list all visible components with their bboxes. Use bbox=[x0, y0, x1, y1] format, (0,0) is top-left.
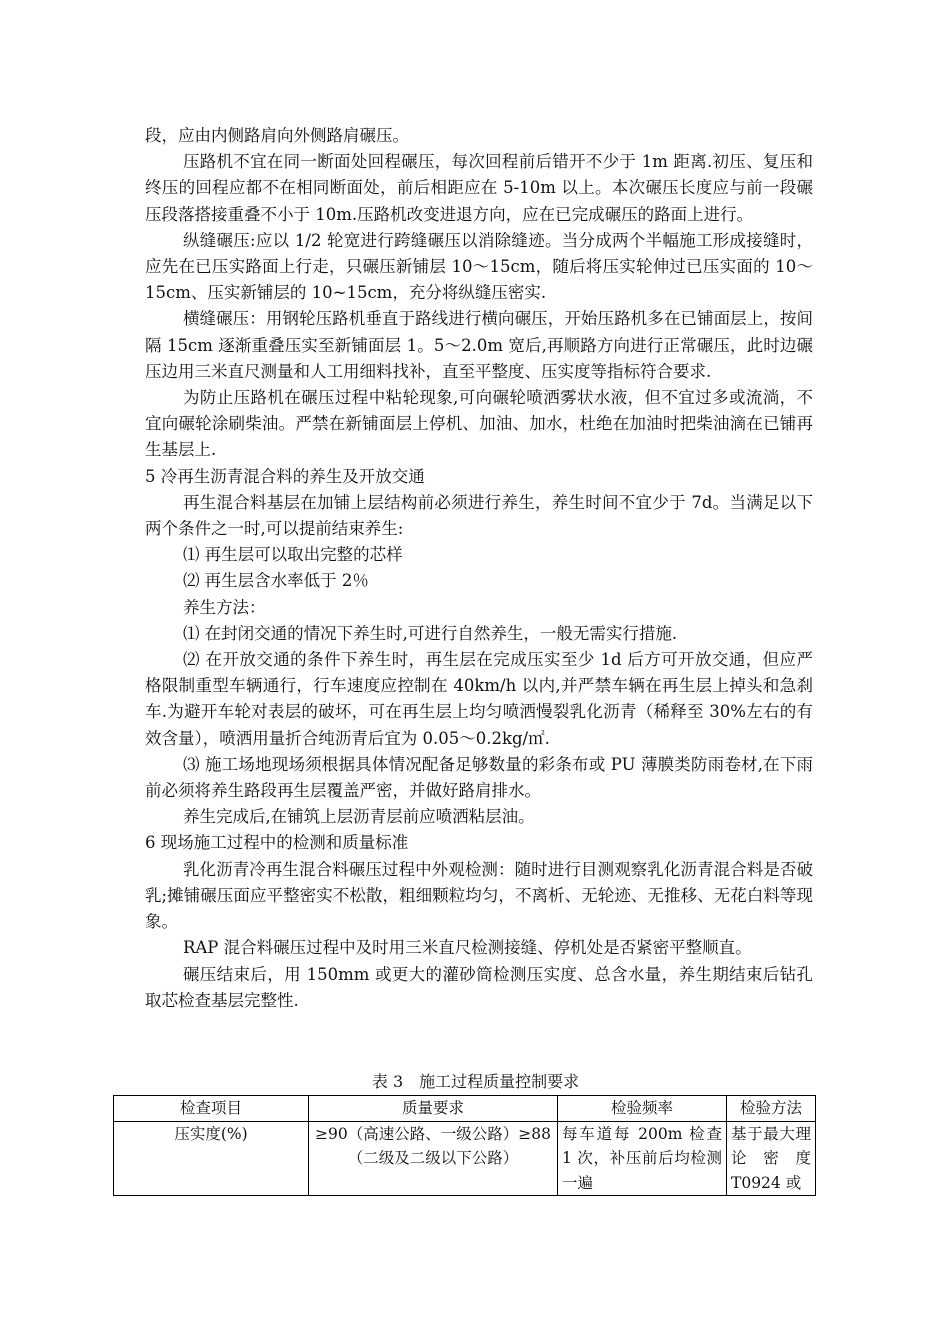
cell-quality-requirement: ≥90（高速公路、一级公路）≥88（二级及二级以下公路） bbox=[309, 1121, 558, 1196]
cell-inspection-frequency: 每车道每 200m 检查 1 次，补压前后均检测一遍 bbox=[558, 1121, 727, 1196]
cell-check-item: 压实度(%) bbox=[114, 1121, 309, 1196]
document-body bbox=[145, 123, 813, 1014]
paragraph: 碾压结束后，用 150mm 或更大的灌砂筒检测压实度、总含水量，养生期结束后钻孔取芯检查基层完整性. bbox=[145, 964, 813, 1010]
paragraph: 养生完成后,在铺筑上层沥青层前应喷洒粘层油。 bbox=[182, 807, 535, 827]
paragraph: 养生方法： bbox=[182, 597, 266, 617]
paragraph: 为防止压路机在碾压过程中粘轮现象,可向碾轮喷洒雾状水液，但不宜过多或流淌，不宜向碾轮涂刷柴油。严禁在新铺面层上停机、加油、加水，杜绝在加油时把柴油滴在已铺再生基层上. bbox=[145, 388, 813, 460]
paragraph: 压路机不宜在同一断面处回程碾压，每次回程前后错开不少于 1m 距离.初压、复压和终压的回程应都不在相同断面处，前后相距应在 5-10m 以上。本次碾压长度应与前一段碾压段落搭接重叠不小于 10m.压路机改变进退方向，应在已完成碾压的路面上进行。 bbox=[145, 152, 813, 224]
paragraph: ⑵ 再生层含水率低于 2％ bbox=[182, 571, 369, 591]
paragraph: 横缝碾压：用钢轮压路机垂直于路线进行横向碾压，开始压路机多在已铺面层上，按间隔 15cm 逐渐重叠压实至新铺面层 1。5～2.0m 宽后,再顺路方向进行正常碾压，此时边碾压边用三米直尺测量和人工用细料找补，直至平整度、压实度等指标符合要求. bbox=[145, 309, 813, 381]
paragraph: RAP 混合料碾压过程中及时用三米直尺检测接缝、停机处是否紧密平整顺直。 bbox=[182, 938, 752, 958]
table-caption: 表 3 施工过程质量控制要求 bbox=[371, 1072, 580, 1091]
paragraph: ⑴ 再生层可以取出完整的芯样 bbox=[182, 545, 403, 565]
paragraph: ⑴ 在封闭交通的情况下养生时,可进行自然养生，一般无需实行措施. bbox=[182, 623, 678, 643]
paragraph: 6 现场施工过程中的检测和质量标准 bbox=[145, 833, 409, 853]
paragraph: ⑶ 施工场地现场须根据具体情况配备足够数量的彩条布或 PU 薄膜类防雨卷材,在下雨前必须将养生路段再生层覆盖严密，并做好路肩排水。 bbox=[145, 754, 813, 801]
paragraph: 再生混合料基层在加铺上层结构前必须进行养生，养生时间不宜少于 7d。当满足以下两个条件之一时,可以提前结束养生: bbox=[145, 492, 813, 539]
table-header-row bbox=[114, 1096, 816, 1122]
paragraph: ⑵ 在开放交通的条件下养生时，再生层在完成压实至少 1d 后方可开放交通，但应严格限制重型车辆通行，行车速度应控制在 40km/h 以内,并严禁车辆在再生层上掉头和急刹车.为避开车轮对表层的破坏，可在再生层上均匀喷洒慢裂乳化沥青（稀释至 30%左右的有效含量），喷洒用量折合纯沥青后宜为 0.05～0.2kg/㎡. bbox=[145, 650, 813, 748]
paragraph: 5 冷再生沥青混合料的养生及开放交通 bbox=[145, 466, 425, 486]
quality-control-table bbox=[113, 1095, 816, 1196]
table-caption-wrap bbox=[113, 1070, 838, 1094]
table-row bbox=[114, 1121, 816, 1196]
header-inspection-frequency: 检验频率 bbox=[558, 1096, 727, 1122]
header-inspection-method: 检验方法 bbox=[727, 1096, 816, 1122]
paragraph: 纵缝碾压:应以 1/2 轮宽进行跨缝碾压以消除缝迹。当分成两个半幅施工形成接缝时，应先在已压实路面上行走，只碾压新铺层 10～15cm，随后将压实轮伸过已压实面的 10～15cm、压实新铺层的 10~15cm，充分将纵缝压密实. bbox=[145, 230, 813, 303]
header-quality-requirement: 质量要求 bbox=[309, 1096, 558, 1122]
cell-inspection-method: 基于最大理论密度 T0924 或 bbox=[727, 1121, 816, 1196]
paragraph: 段，应由内侧路肩向外侧路肩碾压。 bbox=[145, 126, 409, 145]
paragraph: 乳化沥青冷再生混合料碾压过程中外观检测：随时进行目测观察乳化沥青混合料是否破乳;摊铺碾压面应平整密实不松散，粗细颗粒均匀，不离析、无轮迹、无推移、无花白料等现象。 bbox=[145, 859, 813, 932]
header-check-item: 检查项目 bbox=[114, 1096, 309, 1122]
